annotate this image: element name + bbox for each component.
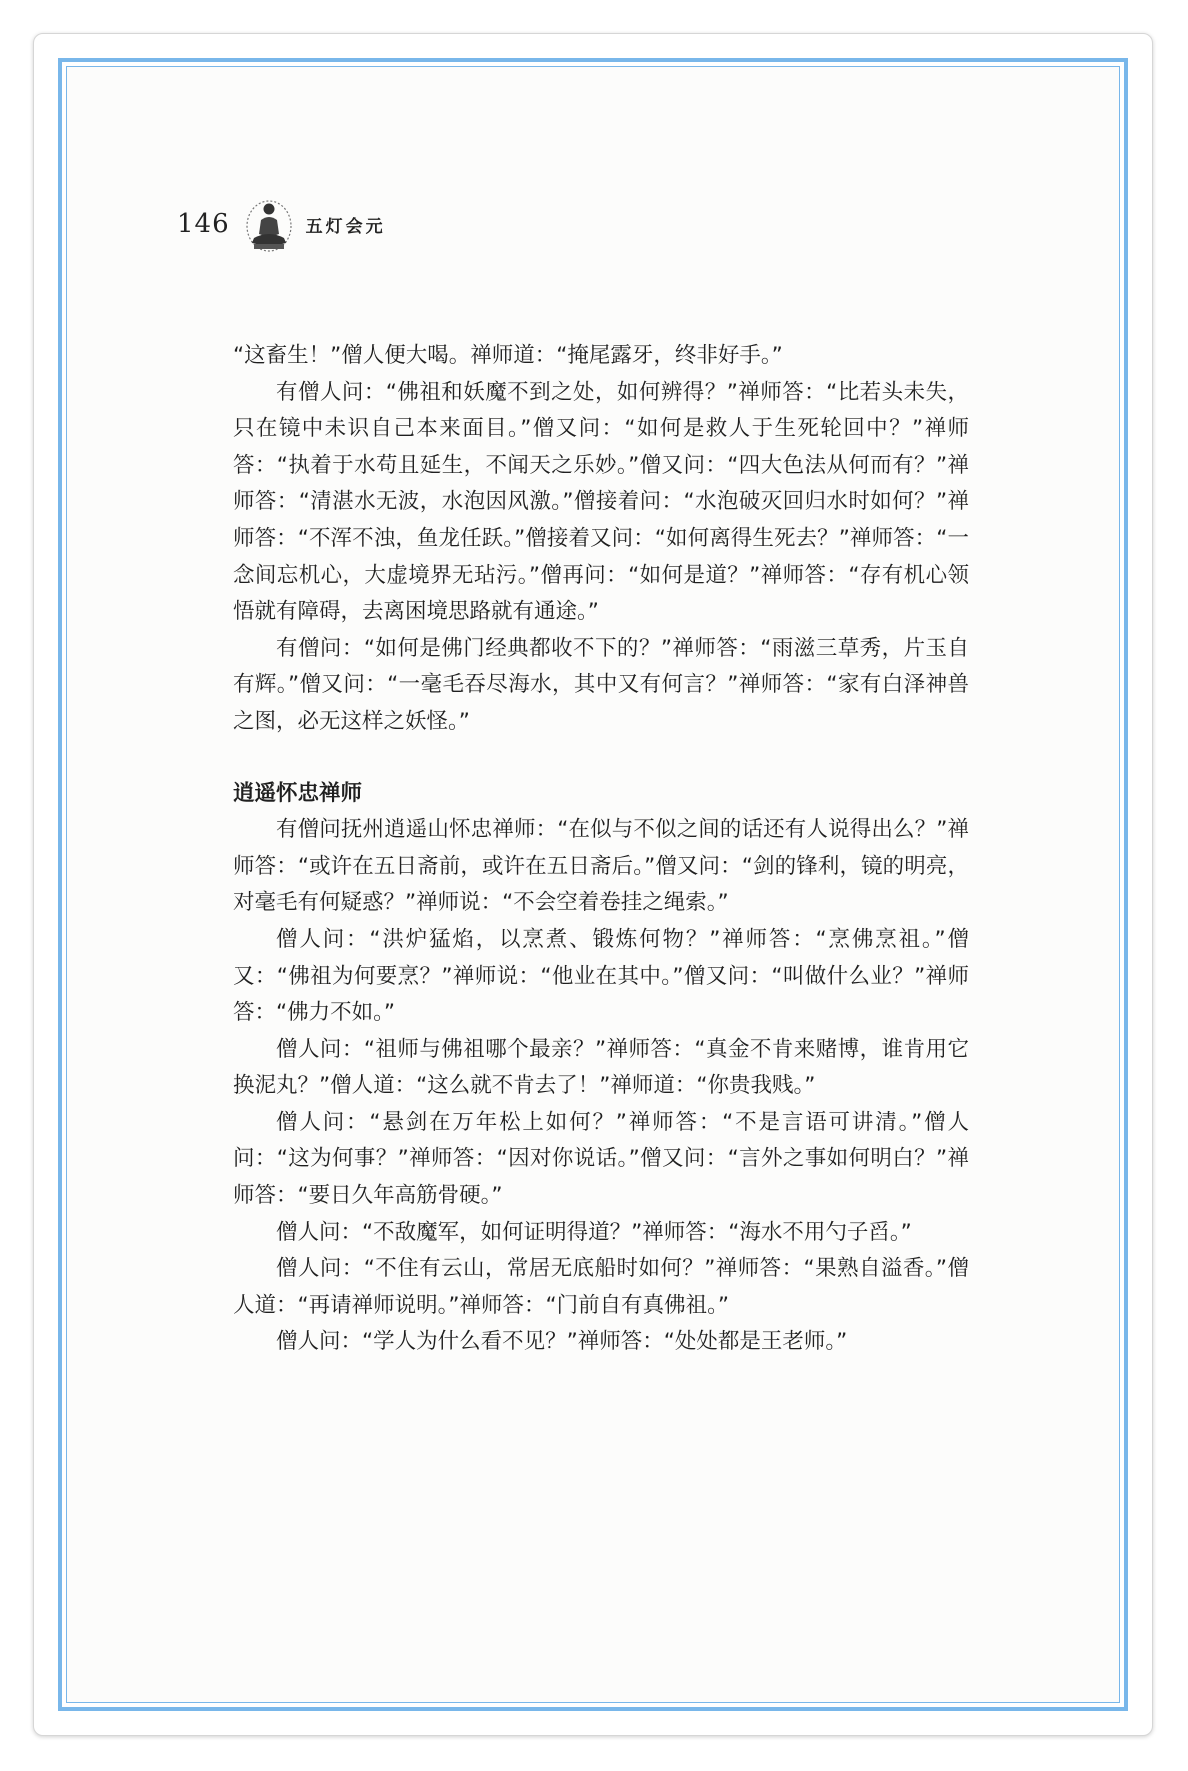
paragraph: 僧人问：“不住有云山，常居无底船时如何？”禅师答：“果熟自溢香。”僧人道：“再请禅师说明。”禅师答：“门前自有真佛祖。” bbox=[233, 1256, 969, 1318]
paragraph: 僧人问：“祖师与佛祖哪个最亲？”禅师答：“真金不肯来赌博，谁肯用它换泥丸？”僧人道：“这么就不肯去了！”禅师道：“你贵我贱。” bbox=[233, 1036, 969, 1099]
paragraph: “这畜生！”僧人便大喝。禅师道：“掩尾露牙，终非好手。” bbox=[233, 343, 783, 368]
paragraph: 有僧问抚州逍遥山怀忠禅师：“在似与不似之间的话还有人说得出么？”禅师答：“或许在五日斋前，或许在五日斋后。”僧又问：“剑的锋利，镜的明亮，对毫毛有何疑惑？”禅师说：“不会空着卷挂之绳索。” bbox=[233, 817, 969, 916]
running-header bbox=[177, 194, 386, 254]
page-body bbox=[233, 338, 969, 1361]
paragraph: 僧人问：“学人为什么看不见？”禅师答：“处处都是王老师。” bbox=[276, 1329, 848, 1355]
book-title: 五灯会元 bbox=[305, 216, 386, 237]
paragraph: 僧人问：“不敌魔军，如何证明得道？”禅师答：“海水不用勺子舀。” bbox=[276, 1219, 912, 1245]
paragraph: 有僧问：“如何是佛门经典都收不下的？”禅师答：“雨滋三草秀，片玉自有辉。”僧又问：“一毫毛吞尽海水，其中又有何言？”禅师答：“家有白泽神兽之图，必无这样之妖怪。” bbox=[233, 635, 969, 734]
page-number: 146 bbox=[177, 209, 230, 239]
paragraph: 僧人问：“悬剑在万年松上如何？”禅师答：“不是言语可讲清。”僧人问：“这为何事？”禅师答：“因对你说话。”僧又问：“言外之事如何明白？”禅师答：“要日久年高筋骨硬。” bbox=[233, 1109, 969, 1209]
seated-buddha-icon bbox=[244, 196, 294, 252]
paragraph: 有僧人问：“佛祖和妖魔不到之处，如何辨得？”禅师答：“比若头未失，只在镜中未识自己本来面目。”僧又问：“如何是救人于生死轮回中？”禅师答：“执着于水苟且延生，不闻天之乐妙。”僧又问：“四大色法从何而有？”禅师答：“清湛水无波，水泡因风激。”僧接着问：“水泡破灭回归水时如何？”禅师答：“不浑不浊，鱼龙任跃。”僧接着又问：“如何离得生死去？”禅师答：“一念间忘机心，大虚境界无玷污。”僧再问：“如何是道？”禅师答：“存有机心领悟就有障碍，去离困境思路就有通途。” bbox=[233, 379, 969, 625]
section-title: 逍遥怀忠禅师 bbox=[233, 780, 363, 806]
paragraph: 僧人问：“洪炉猛焰，以烹煮、锻炼何物？”禅师答：“烹佛烹祖。”僧又：“佛祖为何要烹？”禅师说：“他业在其中。”僧又问：“叫做什么业？”禅师答：“佛力不如。” bbox=[233, 926, 969, 1026]
